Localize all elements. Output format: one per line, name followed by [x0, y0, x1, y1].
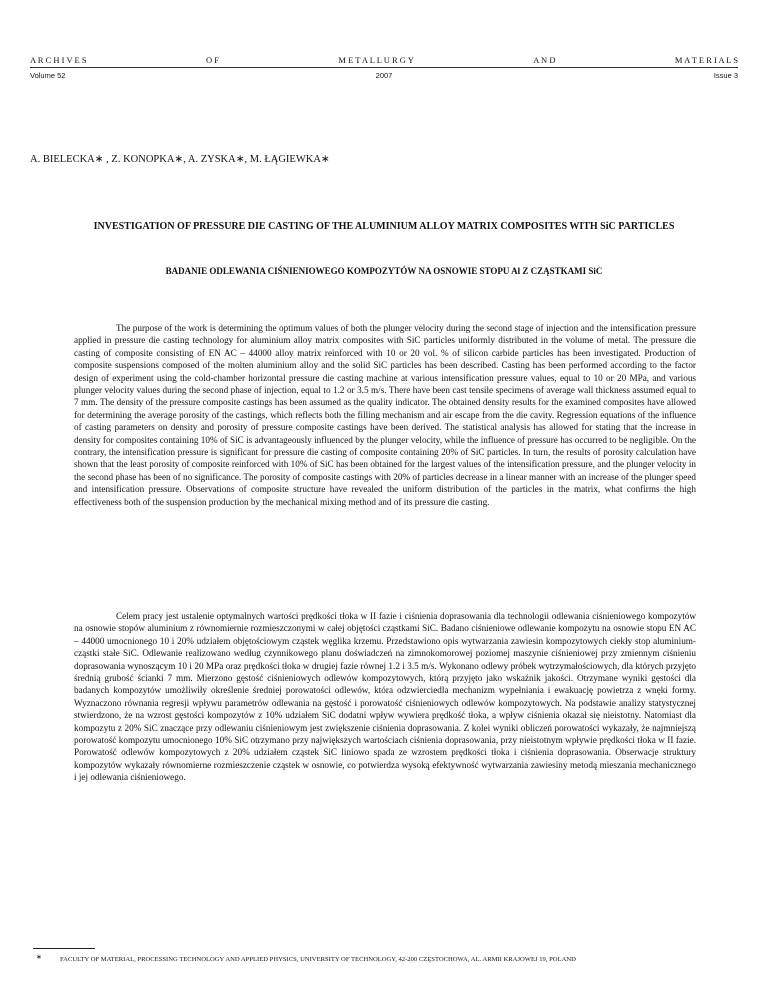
journal-word-archives: A R C H I V E S: [30, 55, 87, 65]
journal-title: [30, 55, 738, 67]
journal-word-materials: M A T E R I A L S: [674, 55, 738, 65]
footnote-text: FACULTY OF MATERIAL, PROCESSING TECHNOLOGY AND APPLIED PHYSICS, UNIVERSITY OF TECHNOLOGY, 42-200 CZĘSTOCHOWA, AL. ARMII KRAJOWEJ 19, POLAND: [60, 956, 576, 963]
author-list: A. BIELECKA∗ , Z. KONOPKA∗, A. ZYSKA∗, M. ŁĄGIEWKA∗: [30, 154, 330, 165]
journal-word-of: O F: [206, 55, 219, 65]
article-title-polish: BADANIE ODLEWANIA CIŚNIENIOWEGO KOMPOZYTÓW NA OSNOWIE STOPU Al Z CZĄSTKAMI SiC: [165, 266, 603, 276]
volume-label: Volume 52: [30, 71, 66, 80]
journal-word-and: A N D: [533, 55, 556, 65]
article-title-english: INVESTIGATION OF PRESSURE DIE CASTING OF THE ALUMINIUM ALLOY MATRIX COMPOSITES WITH SiC PARTICLES: [93, 221, 675, 232]
footnote-rule: [33, 948, 95, 949]
journal-meta: [30, 71, 738, 83]
footnote-mark: ∗: [36, 953, 42, 961]
header-rule: [30, 67, 738, 68]
abstract-english: The purpose of the work is determining the optimum values of both the plunger velocity during the second stage of injection and the intensification pressure applied in pressure die casting technology for aluminium alloy matrix composites with SiC particles uniformly distributed in the volume of metal. The pressure die casting of composite consisting of EN AC – 44000 alloy matrix reinforced with 10 or 20 vol. % of silicon carbide particles has been investigated. Production of composite suspensions composed of the molten aluminium alloy and the solid SiC particles has been described. Casting has been performed according to the factor design of experiment using the cold-chamber horizontal pressure die casting machine at various intensification pressure values, equal to 10 or 20 MPa, and various plunger velocity values during the second phase of injection, equal to 1.2 or 3.5 m/s. There have been cast tensile specimens of average wall thickness assumed equal to 7 mm. The density of the pressure composite castings has been assumed as the quality indicator. The obtained density results for the examined composites have allowed for determining the average porosity of the castings, which reflects both the filling mechanism and air escape from the die cavity. Regression equations of the influence of casting parameters on density and porosity of pressure composite castings have been derived. The statistical analysis has allowed for stating that the increase in density for composites containing 10% of SiC is advantageously influenced by the plunger velocity, while the influence of pressure has occurred to be negligible. On the contrary, the intensification pressure is significant for pressure die casting of composite containing 20% of SiC particles. In turn, the results of porosity calculation have shown that the least porosity of composite reinforced with 10% of SiC has been obtained for the largest values of the intensification pressure, and the plunger velocity in the second phase has been of no significance. The porosity of composite castings with 20% of particles decrease in a linear manner with an increase of the plunger speed and intensification pressure. Observations of composite structure have revealed the uniform distribution of the particles in the matrix, what confirms the high effectiveness both of the suspension production by the mechanical mixing method and of its pressure die casting.: [74, 323, 696, 507]
abstract-polish: Celem pracy jest ustalenie optymalnych wartości prędkości tłoka w II fazie i ciśnienia doprasowania dla technologii odlewania ciśnieniowego kompozytów na osnowie stopów aluminium z równomiernie rozmieszczonymi w całej objętości cząstkami SiC. Badano ciśnieniowe odlewanie kompozytu na osnowie stopu EN AC – 44000 umocnionego 10 i 20% udziałem objętościowym cząstek węglika krzemu. Przedstawiono opis wytwarzania zawiesin kompozytowych ciekły stop aluminium-cząstki stałe SiC. Odlewanie realizowano według czynnikowego planu doświadczeń na zimnokomorowej poziomej maszynie ciśnieniowej przy zmiennym ciśnieniu doprasowania wynoszącym 10 i 20 MPa oraz prędkości tłoka w drugiej fazie równej 1.2 i 3.5 m/s. Wykonano odlewy próbek wytrzymałościowych, dla których przyjęto średnią grubość ścianki 7 mm. Mierzono gęstość ciśnieniowych odlewów kompozytowych, którą przyjęto jako wskaźnik jakości. Otrzymane wyniki gęstości dla badanych kompozytów umożliwiły określenie średniej porowatości odlewów, która odzwierciedla mechanizm wypełniania i ewakuację powietrza z wnęki formy. Wyznaczono równania regresji wpływu parametrów odlewania na gęstość i porowatość ciśnieniowych odlewów kompozytowych. Na podstawie analizy statystycznej stwierdzono, że na wzrost gęstości kompozytów z 10% udziałem SiC dodatni wpływ wywiera prędkość tłoka, a wpływ ciśnienia okazał się nieistotny. Natomiast dla kompozytu z 20% SiC znaczące przy odlewaniu ciśnieniowym jest zwiększenie ciśnienia doprasowania. Z kolei wyniki obliczeń porowatości wykazały, że najmniejszą porowatość kompozytu umocnionego 10% SiC otrzymano przy największych wartościach ciśnienia doprasowania, przy nieistotnym wpływie prędkości tłoka w II fazie. Porowatość odlewów kompozytowych z 20% udziałem cząstek SiC liniowo spada ze wzrostem prędkości tłoka i ciśnienia doprasowania. Obserwacje struktury kompozytów wykazały równomierne rozmieszczenie cząstek w osnowie, co potwierdza wysoką efektywność wytwarzania zawiesiny metodą mieszania mechanicznego i jej odlewania ciśnieniowego.: [74, 611, 696, 783]
issue-label: Issue 3: [713, 71, 738, 80]
journal-word-metallurgy: M E T A L L U R G Y: [338, 55, 414, 65]
year-label: 2007: [375, 71, 393, 80]
